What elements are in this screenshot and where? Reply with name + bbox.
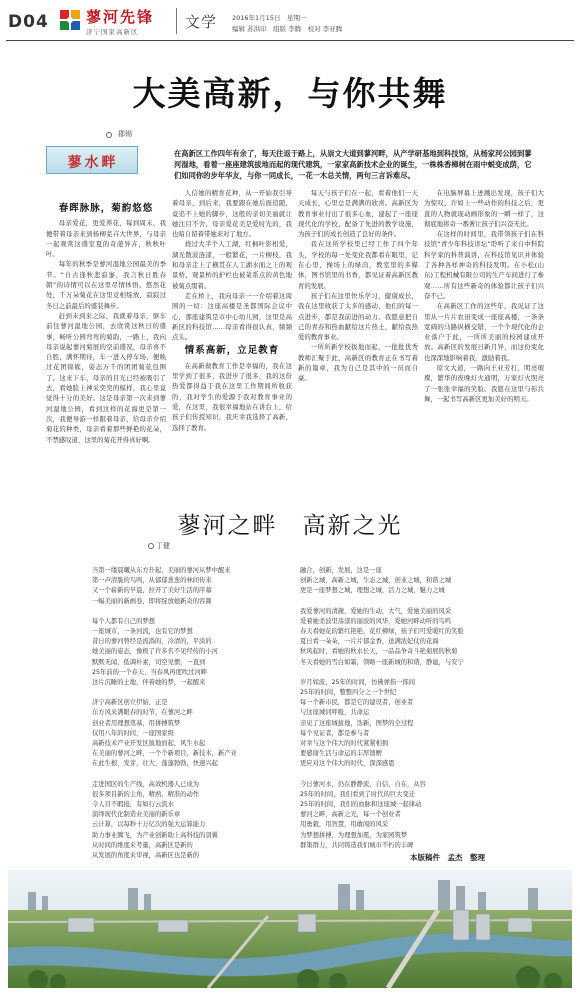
article2-title: 蓼河之畔 高新之光	[177, 513, 403, 539]
poem-line: 夏日看一朵朵，一片片郁金香，送满浓妃仗的花海	[300, 638, 439, 646]
poem-line: 我爱蓼河的清澈，爱她的生动，大气，爱她美丽的风采	[300, 607, 452, 615]
masthead	[0, 0, 580, 44]
poem-line: 在此生根，发芽，壮大，蓬蓬勃勃，快速兴起	[92, 760, 218, 768]
subhead-2: 情系高新，立足教育	[184, 345, 280, 357]
poem-stanza	[300, 780, 510, 851]
page-credit: 本版稿件 孟杰 整理	[410, 853, 485, 862]
poem-line: 爱着她柔波里荡漾的丽波的风华，爱她河畔动听的鸟鸣	[300, 617, 452, 625]
poem-line: 她美丽的姿态，像极了许多名不见经传的小河	[92, 648, 218, 656]
paper-subtitle: 济宁国家高新区	[86, 28, 139, 36]
poem-line: 蓼河之畔，高新之光，每一个创业者	[300, 811, 401, 819]
poem-line: 岁月如流，25年的时间，仿佛弹指一挥间	[300, 678, 416, 686]
paragraph: 母亲爱花，更爱养花，每到周末，我便带着母亲来到杨柳芜卉大世界，与母亲一起观赏这盛室夏的奇葩异卉，秋秋叶叶。	[46, 219, 166, 259]
poem-line: 从时间的维度来考量，高新区是新的	[92, 841, 193, 849]
poem-line: 用勇毅，用智慧，用敢闯的风采	[300, 821, 389, 829]
column-name: 蓼水畔	[67, 155, 119, 171]
poem-line: 又一个崭新的早晨，拉开了美好生活的序幕	[92, 587, 212, 595]
poem-line: 群策群力，共同铸造我们城市不朽的丰碑	[300, 841, 414, 849]
poem-line: 高新技术产业开发区拔地而起，风生水起	[92, 740, 206, 748]
paragraph: 在高新做教育工作是幸福的，我在这里学到了很多，我进步了很多，我的这份热爱都得益于我在这里工作期间所收获的，我对学生的爱源于我对教育事业的爱，在这里，我很幸福地站在讲台上，给孩子们传授知识，我庆幸我选择了高新，选择了教育。	[172, 361, 292, 432]
poem-stanza	[300, 607, 510, 668]
poem-line: 东方风来满眼春的时节，在蓼河之畔	[92, 709, 193, 717]
poem-right-column	[300, 566, 510, 861]
poem-line: 云计算，以每秒十万亿次的强大运算能力	[92, 821, 206, 829]
section-name: 文学	[185, 13, 218, 31]
paragraph: 人信她的精育花种，从一开始我引导着母亲，到后来，我要跟在她后面追随，竟追不上她的脚步，这般的亲切美丽就让她注目不舍，母亲爱花美是爱时光的，我也暗自留着带她来对了地方。	[172, 189, 292, 239]
poem-line: 第一声清脆的鸟鸣，从郁郁葱葱的林间传来	[92, 577, 212, 585]
paragraph: 原文大道，一路向王亚芳打，明亮璀璨，繁华的夜晚灯火通明，万家灯火照亮了一张张幸福的笑脸。我愿在这里与你共舞，一起书写高新区更加美好的明天。	[424, 364, 544, 403]
article1-column-4	[424, 188, 544, 496]
poem-line: 当第一缕晨曦从东方升起，美丽的蓼河从梦中醒来	[92, 567, 231, 574]
poem-line: 冬天看她的雪白如霜，领略一座新城的和谐，静谧，与安宁	[300, 658, 464, 666]
poem-line: 今日蓼河水，仍在静静流，自信，自在，从容	[300, 780, 426, 788]
author-icon	[106, 132, 112, 138]
poem-stanza	[92, 617, 292, 688]
paragraph: 一所所新学校拔地而起，一批批优秀教师汇聚于此，高新区的教育正在书写着新的篇章，我为自己是其中的一员而自豪。	[298, 343, 418, 383]
poem-line: 仅用八年的时间，一座国家级	[92, 729, 174, 737]
poem-line: 一幅美丽的新画卷，即将绽放她新奇的容颜	[92, 597, 212, 605]
poem-line: 融合，创新，发展，这是一座	[300, 567, 382, 574]
subhead-1: 春晖脉脉，菊韵悠悠	[58, 203, 154, 214]
poem-line: 走进国区的生产线，高效机器人已成为	[92, 780, 200, 788]
article1-lead: 在高新区工作四年有余了，每天往返于路上，从崇文大道到蓼河畔，从产学研基地到科技馆，从杨家河公园到蓼河湿地，看着一座座建筑拔地而起的现代建筑，一家家高新技术企业的诞生，一株株香樟树在雨中蜕变成荫，它们如同你的步年华友，与你一同成长，一花一木总关情，两句三言诉难尽。	[174, 149, 532, 180]
poem-line: 令人目不暇接，有如行云流水	[92, 801, 174, 809]
paragraph: 孩子们在这里快乐学习，健康成长，我在这里收获了太多的感动，他们的每一点进步，都是我前进的动力。我愿意把自己的青春和热血献给这片热土，献给我热爱的教育事业。	[298, 291, 418, 342]
poem-line: 25年的时间，我们的血脉和这座城一起律动	[300, 801, 422, 809]
poem-line: 这片沉睡的土地，伴着她的梦，一起醒来	[92, 679, 206, 687]
editor-credits: 编辑 苏洪印 组版 李腾 校对 李亚腾	[232, 25, 343, 33]
poem-line: 亲见了这座城拔地，迭新，图梦的全过程	[300, 719, 414, 727]
poem-line: 要感谢生活与命运的丰厚馈赠	[300, 750, 382, 758]
header-divider	[176, 8, 177, 34]
poem-line: 25年的时间，我们看到了时代的巨大变迁	[300, 790, 416, 798]
poem-line: 很多项目新的主角，精熟，精准的动作	[92, 790, 200, 798]
author-icon	[148, 543, 154, 549]
city-aerial-photo	[8, 870, 572, 988]
paragraph: 烧过大半个人工湖，红枫叶影相爱，湖光散波涟漾，一般繁花，一片柳枝，我和母亲走上了横贯在人工湖水面之上的观景桥，观景桥的护栏也被菜系点的黄色地被菊点缀着。	[172, 240, 292, 290]
poem-line: 春天看她花的繁红艳艳，花红柳绿，孩子们可爱暖红的笑脸	[300, 628, 464, 636]
paragraph: 在这样的时间里，我带领孩子们在科技馆“青少年科技讲坛”聆听了来自中科院科学家的科普演讲，在科技馆见识并体验了各种各样神奇的科技发明。在小松(山东)工程机械有限公司的生产车间进行了参观……所有这些新奇的体验都让孩子们兴奋不已。	[424, 230, 544, 300]
poem-line: 每个人都有自己的梦想	[92, 617, 155, 625]
poem-line: 昔日的蓼河曾经是流淌的，冷清的，平淡的	[92, 638, 212, 646]
poem-line: 创新之城，高新之城，生态之城，创业之城，和谐之城	[300, 577, 452, 585]
paragraph: 我在这所学校里已经工作了四个年头，学校的每一处变化我都看在眼里，记在心里，操场上的绿茵，教室里的多媒体，图书馆里的书香，都见证着高新区教育的发展。	[298, 240, 418, 290]
poem-line: 默默无闻，低调朴素，司空见惯，一直到	[92, 658, 206, 666]
paragraph: 每年的秋季是蓼河湿地公园最美的季节。“自古逢秋悲寂寥，我言秋日胜春朝”的诗情可以在这里尽情体悟。悠然花处，千万朵菊花在这里竞相绽放，寂寂过冬日之前最后的盛装舞步。	[46, 260, 166, 310]
poem-stanza	[300, 678, 510, 770]
poem-line: 演绎现代化制造业美丽的新乐章	[92, 811, 181, 819]
poem-line: 秋风起时，看她的秋水长天，一品品争奇斗艳菊展的秋菊	[300, 648, 458, 656]
poem-line: 为梦想拼搏，为理想加冕，为家园筑梦	[300, 831, 408, 839]
page-number: D04	[8, 12, 49, 32]
article1-column-1	[46, 200, 166, 496]
poem-line: 25年前的一个春天，当春风再度吹过河畔	[92, 668, 208, 676]
issue-date: 2016年1月15日 星期一	[232, 14, 307, 22]
poem-line: 一座城市，一条河流，也有它的梦想	[92, 628, 193, 636]
logo-icon	[60, 10, 80, 30]
poem-line: 每个见证者，都是参与者	[300, 729, 370, 737]
paragraph: 在电脑屏幕上迸溅出发现，孩子们大为惊叹，许如上一些动作的科技之后，更直的人物就现动画形象的一瞬一样了，这彻底地将奇一番著让孩子们兴奋无比。	[424, 189, 544, 228]
column-banner	[46, 146, 138, 174]
paragraph: 每天与孩子们在一起，看着他们一天天成长，心里总是满满的欣喜。高新区为教育事业付出了很多心血，建起了一座座现代化的学校，配备了先进的教学设施，为孩子们的成长创造了良好的条件。	[298, 189, 418, 239]
poem-left-column	[92, 566, 292, 871]
poem-stanza	[92, 698, 292, 769]
article1-author: 郡锡	[118, 130, 132, 138]
article1-column-2	[172, 188, 292, 496]
poem-stanza	[92, 566, 292, 607]
poem-line: 在美丽的蓼河之畔，一个个新项目，新技术，新产业	[92, 750, 237, 758]
poem-line: 每一个新市民，都是它的建设者，创业者	[300, 699, 414, 707]
poem-line: 济宁高新区创立伊始，正是	[92, 699, 168, 707]
article2-author: 丁健	[156, 542, 170, 550]
article1-title: 大美高新，与你共舞	[132, 74, 448, 113]
poem-line: 25年的时间，整整四分之一个世纪	[300, 689, 397, 697]
poem-stanza	[300, 566, 510, 597]
header-rule	[6, 40, 574, 41]
paragraph: 赶到末到来之际，我就着母亲，驱车前往蓼河湿地公园，去欣赏这秋日的盛事，畅听公园弯弯的菊韵，一路上，我向母亲说起蓼河菊展的空前盛况，母亲喜不自胜，满怀期待，车一进入停车场，便映过花团锦簇，姿态万千的团团菊花包围了。这来下车，母亲的目光已经被吸引了去，看她脸上神采奕奕的模样，我心里竟觉得十分的美好。这是母亲第一次来到蓼河湿地公园，看到这样的花海更是第一次，我便导游一样跟着母亲，给母亲介绍菊花的种类，母亲看着那些鲜艳的花朵，不禁感叹道，这里的菊花开得真好啊。	[46, 311, 166, 444]
poem-line: 创业者用理想奠基，用拼搏筑梦	[92, 719, 181, 727]
poem-line: 从发展的角度来审视，高新区也是新的	[92, 852, 200, 860]
paragraph: 走在桥上，我向母亲一一介绍着这周围的一切：这座高楼是圣都国际会议中心，那座建筑是市中心幼儿园，这里是高新区的科技馆……母亲看得很认真，频频点头。	[172, 291, 292, 342]
paper-name: 蓼河先锋	[86, 8, 155, 26]
poem-line: 对幸与这个伟大的时代紧紧相拥	[300, 740, 389, 748]
paragraph: 在高新区工作的这些年，我见证了这里从一片片农田变成一座座高楼，一条条宽阔的马路纵横交错，一个个现代化的企业落户于此，一所所美丽的校园建成开放。高新区的发展日新月异，而这份变化也深深地影响着我，激励着我。	[424, 302, 544, 362]
poem-line: 更应对这个伟大的时代，深深感恩	[300, 760, 395, 768]
poem-line: 与这座城同呼吸，共命运	[300, 709, 370, 717]
article1-column-3	[298, 188, 418, 496]
poem-stanza	[92, 780, 292, 862]
poem-line: 更是一座梦想之城，理想之城，活力之城，魅力之城	[300, 587, 445, 595]
poem-line: 助力事业腾飞，为产业创新助上高科技的羽翼	[92, 831, 218, 839]
